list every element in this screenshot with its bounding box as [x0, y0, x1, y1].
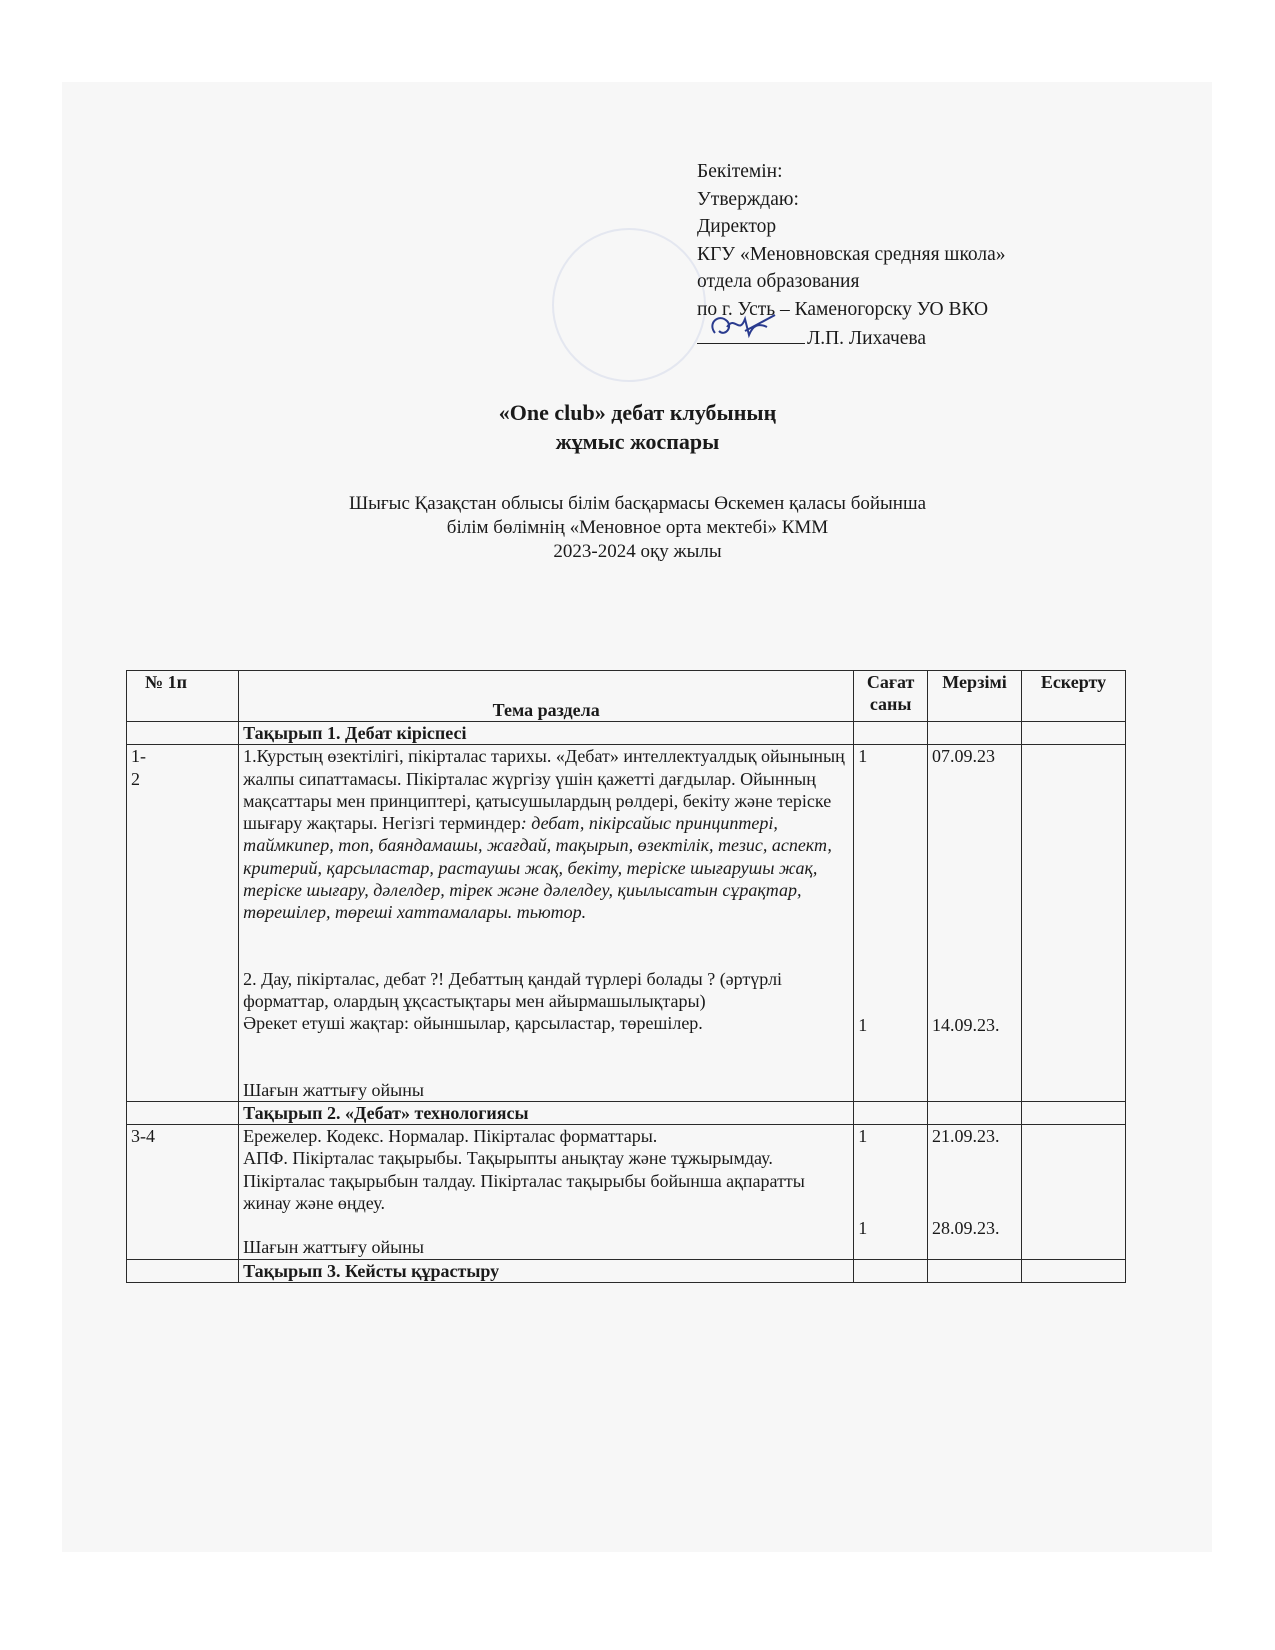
table-cell: [854, 1259, 928, 1282]
header-number: № 1п: [127, 671, 239, 722]
title-line: «One club» дебат клубының: [498, 400, 777, 425]
row-date: [928, 1125, 1022, 1259]
topic-text: Әрекет етуші жақтар: ойыншылар, қарсыластар, төрешілер.: [243, 1013, 703, 1034]
organization-subtitle: [0, 492, 1275, 564]
section-title: Тақырып 3. Кейсты құрастыру: [239, 1259, 854, 1282]
date-value: 14.09.23.: [932, 1014, 1000, 1035]
row-note: [1021, 1125, 1125, 1259]
table-cell: [1021, 722, 1125, 745]
table-cell: [127, 1259, 239, 1282]
topic-text: 1.Курстың өзектілігі, пікірталас тарихы. «Дебат» интеллектуалдық ойынының жалпы сипаттамасы. Пікірталас жүргізу үшін қажетті дағдылар. Ойынның мақсаттары мен принциптері, қатысушылардың рөлдері, бекіту және теріске шығару жақтары. Негізгі терминдер: [243, 746, 845, 834]
faded-stamp: [552, 228, 706, 382]
terms-text: : дебат, пікірсайыс принциптері, таймкипер, топ, баяндамашы, жағдай, тақырып, өзектілік, тезис, аспект, критерий, қарсыластар, растаушы жақ, бекіту, теріске шығарушы жақ, теріске шығару, дәлелдер, тірек және дәлелдеу, қиылысатын сұрақтар, төрешілер, төреші хаттамалары. тьютор.: [243, 813, 832, 923]
signer-name: Л.П. Лихачева: [807, 328, 927, 349]
topic-text: Ережелер. Кодекс. Нормалар. Пікірталас форматтары.: [243, 1126, 658, 1147]
approval-line: Директор: [697, 216, 777, 237]
table-cell: [928, 1259, 1022, 1282]
header-date: Мерзімі: [928, 671, 1022, 722]
section-title: Тақырып 1. Дебат кіріспесі: [239, 722, 854, 745]
topic-text: АПФ. Пікірталас тақырыбы. Тақырыпты анықтау және тұжырымдау. Пікірталас тақырыбын талдау. Пікірталас тақырыбы бойынша ақпаратты жинау және өңдеу.: [243, 1148, 805, 1214]
header-topic: Тема раздела: [239, 671, 854, 722]
table-cell: [854, 1101, 928, 1124]
date-value: 07.09.23: [932, 746, 995, 767]
date-value: 21.09.23.: [932, 1126, 1000, 1147]
row-hours: [854, 745, 928, 1102]
hours-value: 1: [858, 746, 868, 767]
row-note: [1021, 745, 1125, 1102]
section-row: [127, 1101, 1126, 1124]
topic-text: Шағын жаттығу ойыны: [243, 1079, 424, 1100]
table-cell: [127, 722, 239, 745]
signature-icon: [705, 305, 785, 345]
hours-value: 1: [858, 1126, 868, 1147]
table-cell: [854, 722, 928, 745]
section-row: [127, 1259, 1126, 1282]
row-hours: [854, 1125, 928, 1259]
topic-text: 2. Дау, пікірталас, дебат ?! Дебаттың қандай түрлері болады ? (әртүрлі форматтар, олардың ұқсастықтары мен айырмашылықтары): [243, 968, 783, 1011]
subtitle-line: 2023-2024 оқу жылы: [553, 541, 722, 562]
approval-line: КГУ «Меновновская средняя школа»: [697, 243, 1006, 265]
header-hours: Сағат саны: [854, 671, 928, 722]
signature-underline: [697, 323, 805, 344]
page-title: [0, 398, 1275, 456]
work-plan-table: [126, 670, 1126, 1283]
approval-line: Бекітемін:: [697, 161, 783, 182]
table-row: [127, 745, 1126, 1102]
topic-text: Шағын жаттығу ойыны: [243, 1237, 424, 1258]
row-number: 1- 2: [127, 745, 239, 1102]
table-cell: [928, 722, 1022, 745]
title-line: жұмыс жоспары: [555, 429, 720, 454]
hours-value: 1: [858, 1218, 868, 1239]
table-header-row: [127, 671, 1126, 722]
signature-line: [697, 323, 1006, 353]
section-title: Тақырып 2. «Дебат» технологиясы: [239, 1101, 854, 1124]
approval-line: Утверждаю:: [697, 188, 799, 210]
approval-line: по г. Усть – Каменогорску УО ВКО: [697, 298, 989, 320]
row-number: 3-4: [127, 1125, 239, 1259]
table-cell: [1021, 1101, 1125, 1124]
row-topic: [239, 1125, 854, 1259]
table-cell: [127, 1101, 239, 1124]
approval-line: отдела образования: [697, 271, 860, 292]
header-note: Ескерту: [1021, 671, 1125, 722]
subtitle-line: Шығыс Қазақстан облысы білім басқармасы Өскемен қаласы бойынша: [348, 493, 927, 514]
table-cell: [1021, 1259, 1125, 1282]
row-topic: [239, 745, 854, 1102]
row-date: [928, 745, 1022, 1102]
date-value: 28.09.23.: [932, 1218, 1000, 1239]
table-cell: [928, 1101, 1022, 1124]
table-row: [127, 1125, 1126, 1259]
section-row: [127, 722, 1126, 745]
hours-value: 1: [858, 1014, 868, 1035]
subtitle-line: білім бөлімнің «Меновное орта мектебі» КММ: [446, 517, 829, 538]
approval-block: [697, 158, 1006, 353]
